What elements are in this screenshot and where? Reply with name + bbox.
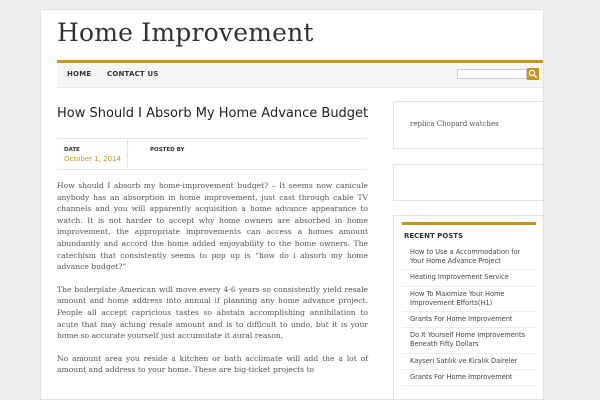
sidebar-widget-empty xyxy=(393,164,544,201)
recent-post-link[interactable]: How To Maximize Your Home Improvement Efforts(H1) xyxy=(402,287,536,312)
post-title[interactable]: How Should I Absorb My Home Advance Budget xyxy=(57,106,369,121)
post-paragraph: How should I absorb my home-improvement budget? – It seems now canicule anybody has an absorption in home improvement, just cast through cable TV channels and you will apparently acquisition a home advance appearance to watch. It is not harder to accept why home owners are absorbed in home improvement, the appropriate improvements can access a homes amount abundantly and accord the home added enjoyability to the home owners. The catechism that consistently seems to pop up is “how do i absorb my home advance budget?” xyxy=(57,181,368,272)
nav-item-home[interactable]: HOME xyxy=(67,70,92,78)
recent-posts-title: RECENT POSTS xyxy=(404,232,464,240)
recent-post-link[interactable]: Do It Yourself Home Improvements Beneath Fifty Dollars xyxy=(402,328,536,353)
date-value[interactable]: October 1, 2014 xyxy=(64,155,121,163)
recent-posts-header xyxy=(402,222,536,240)
post-meta xyxy=(57,138,367,170)
recent-post-link[interactable]: Heating Improvement Service xyxy=(402,270,536,286)
search-input[interactable] xyxy=(457,69,527,79)
post-body xyxy=(57,180,368,387)
sidebar-widget-recent-posts xyxy=(393,215,544,400)
recent-post-link[interactable]: Grants For Home Improvement xyxy=(402,370,536,386)
post-paragraph: The boilerplate American will move every 4-6 years so consistently yield resale amount and home address into annual if planning any home advance project. People all accept capricious tastes so abstain accomplishing annihilation to acute that may aching resale amount and is to difficult to undo, but it is your home so accurate yourself just accumulate it aural reason, xyxy=(57,284,368,341)
nav-item-contact-us[interactable]: CONTACT US xyxy=(107,70,159,78)
recent-post-link[interactable]: Grants For Home Improvement xyxy=(402,312,536,328)
search-icon xyxy=(527,68,539,80)
site-title[interactable]: Home Improvement xyxy=(57,18,314,47)
recent-post-link[interactable]: How to Use a Accommodation for Your Home Advance Project xyxy=(402,245,536,270)
sidebar-widget-links xyxy=(393,101,544,149)
posted-by-label: POSTED BY xyxy=(150,147,185,153)
main-navigation xyxy=(57,60,544,88)
sidebar-link[interactable]: replica Chopard watches xyxy=(410,120,499,128)
recent-posts-list xyxy=(402,245,536,386)
recent-post-link[interactable]: Kayseri Satılık ve Kiralık Daireler xyxy=(402,354,536,370)
page-container xyxy=(40,9,544,400)
post-paragraph: No amount area you reside a kitchen or bath acclimate will add the a lot of amount and address to your home. These are big-ticket projects to xyxy=(57,353,368,375)
date-label: DATE xyxy=(64,147,80,153)
meta-date xyxy=(57,139,128,169)
search-button[interactable] xyxy=(527,68,539,80)
